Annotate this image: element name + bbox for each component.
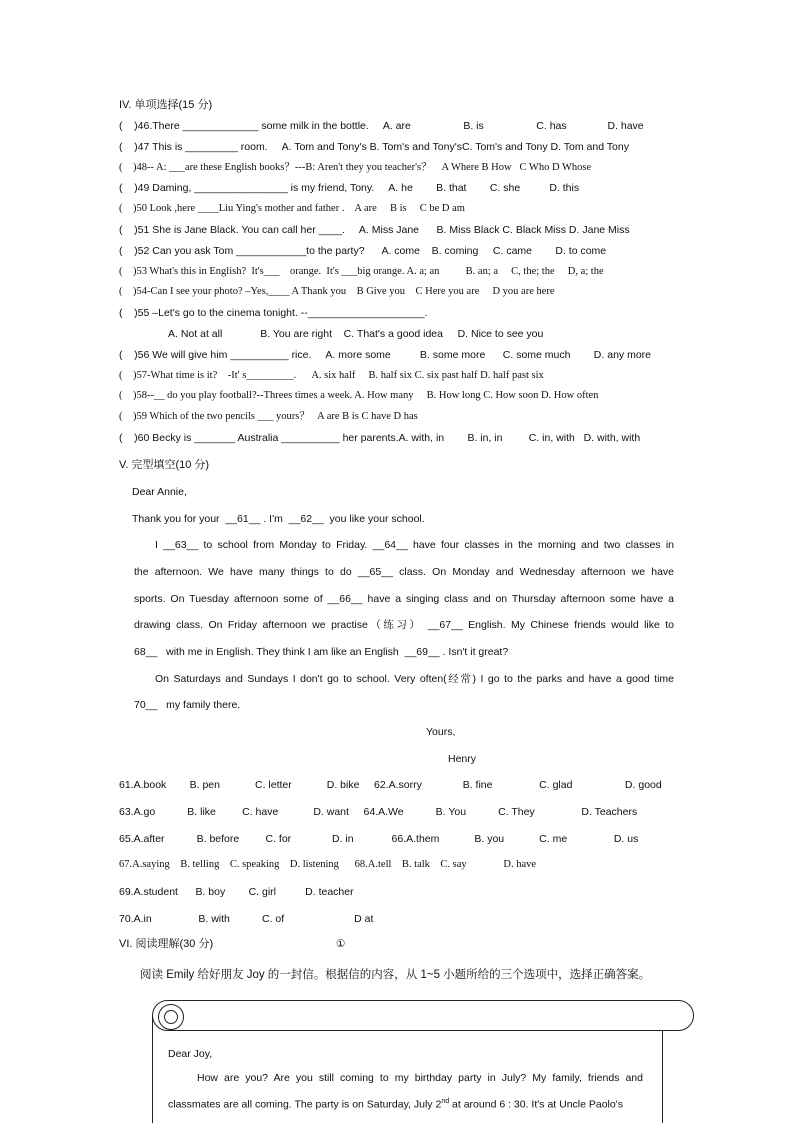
question-55: ( )55 –Let's go to the cinema tonight. --____________________.	[119, 307, 428, 319]
question-55-options: A. Not at all B. You are right C. That's a good idea D. Nice to see you	[119, 328, 544, 340]
cloze-line-8: 70__ my family there.	[134, 699, 241, 711]
question-50: ( )50 Look ,here ____Liu Ying's mother and father . A are B is C be D am	[119, 203, 465, 214]
cloze-line-6: 68__ with me in English. They think I am like an English __69__ . Isn't it great?	[134, 646, 509, 658]
cloze-line-5: drawing class. On Friday afternoon we practise（练习） __67__ English. My Chinese friends would like to	[134, 619, 674, 631]
cloze-line-7: On Saturdays and Sundays I don't go to school. Very often(经常) I go to the parks and have a good time	[155, 673, 674, 685]
question-52: ( )52 Can you ask Tom ____________to the party? A. come B. coming C. came D. to come	[119, 245, 607, 257]
cloze-line-2: I __63__ to school from Monday to Friday. __64__ have four classes in the morning and two classes in	[155, 539, 674, 551]
letter-line-2	[168, 1095, 644, 1112]
question-59: ( )59 Which of the two pencils ___ yours？ A are B is C have D has	[119, 411, 418, 422]
question-60: ( )60 Becky is _______ Australia __________ her parents.A. with, in B. in, in C. in, with D. with, with	[119, 432, 641, 444]
cloze-greeting: Dear Annie,	[132, 486, 187, 498]
letter-line-1: How are you? Are you still coming to my birthday party in July? My family, friends and	[197, 1072, 643, 1084]
cloze-options-65-66: 65.A.after B. before C. for D. in 66.A.them B. you C. me D. us	[119, 833, 639, 845]
cloze-signature: Henry	[448, 753, 477, 765]
question-57: ( )57-What time is it? -It' s_________. A. six half B. half six C. six past half D. half past six	[119, 370, 544, 381]
letter-date-suffix: nd	[441, 1098, 450, 1105]
cloze-options-69: 69.A.student B. boy C. girl D. teacher	[119, 886, 354, 898]
question-48: ( )48-- A: ___are these English books？---B: Aren't they you teacher's？ A Where B How C Who D Whose	[119, 162, 592, 173]
cloze-line-4: sports. On Tuesday afternoon some of __66__ have a singing class and on Thursday afternoon some have a	[134, 593, 674, 605]
question-49: ( )49 Daming, ________________ is my friend, Tony. A. he B. that C. she D. this	[119, 182, 580, 194]
scroll-frame-right	[662, 1031, 663, 1123]
question-58: ( )58--__ do you play football?--Threes times a week. A. How many B. How long C. How soon D. How often	[119, 390, 599, 401]
cloze-options-61-62: 61.A.book B. pen C. letter D. bike 62.A.sorry B. fine C. glad D. good	[119, 779, 662, 791]
question-54: ( )54-Can I see your photo? –Yes,____ A Thank you B Give you C Here you are D you are here	[119, 286, 555, 297]
question-46: ( )46.There _____________ some milk in the bottle. A. are B. is C. has D. have	[119, 120, 644, 132]
scroll-frame-top	[152, 1000, 694, 1031]
cloze-closing: Yours,	[426, 726, 456, 738]
section-4-title: IV. 单项选择(15 分)	[119, 99, 213, 111]
letter-line-2-end: at around 6 : 30. It's at Uncle Paolo's	[449, 1098, 623, 1111]
question-53: ( )53 What's this in English? It's___ orange. It's ___big orange. A. a; an B. an; a C, the; the D, a; the	[119, 266, 604, 277]
cloze-options-67-68: 67.A.saying B. telling C. speaking D. listening 68.A.tell B. talk C. say D. have	[119, 859, 537, 870]
reading-instruction: 阅读 Emily 给好朋友 Joy 的一封信。根据信的内容，从 1~5 小题所给的三个选项中，选择正确答案。	[140, 969, 651, 981]
scroll-frame-left	[152, 1015, 153, 1123]
letter-line-2-start: classmates are all coming. The party is on Saturday, July 2	[168, 1098, 442, 1111]
cloze-line-3: the afternoon. We have many things to do __65__ class. On Monday and Wednesday afternoon we have	[134, 566, 674, 578]
cloze-line-1: Thank you for your __61__ . I'm __62__ you like your school.	[132, 513, 425, 525]
scroll-curl-inner	[164, 1010, 178, 1024]
circled-marker: ①	[336, 938, 346, 950]
section-5-title: V. 完型填空(10 分)	[119, 459, 210, 471]
cloze-options-70: 70.A.in B. with C. of D at	[119, 913, 374, 925]
section-6-title: VI. 阅读理解(30 分)	[119, 938, 214, 950]
letter-greeting: Dear Joy,	[168, 1048, 213, 1060]
question-56: ( )56 We will give him __________ rice. A. more some B. some more C. some much D. any more	[119, 349, 651, 361]
cloze-options-63-64: 63.A.go B. like C. have D. want 64.A.We B. You C. They D. Teachers	[119, 806, 638, 818]
question-47: ( )47 This is _________ room. A. Tom and Tony's B. Tom's and Tony'sC. Tom's and Tony D. Tom and Tony	[119, 141, 629, 153]
question-51: ( )51 She is Jane Black. You can call her ____. A. Miss Jane B. Miss Black C. Black Miss D. Jane Miss	[119, 224, 630, 236]
